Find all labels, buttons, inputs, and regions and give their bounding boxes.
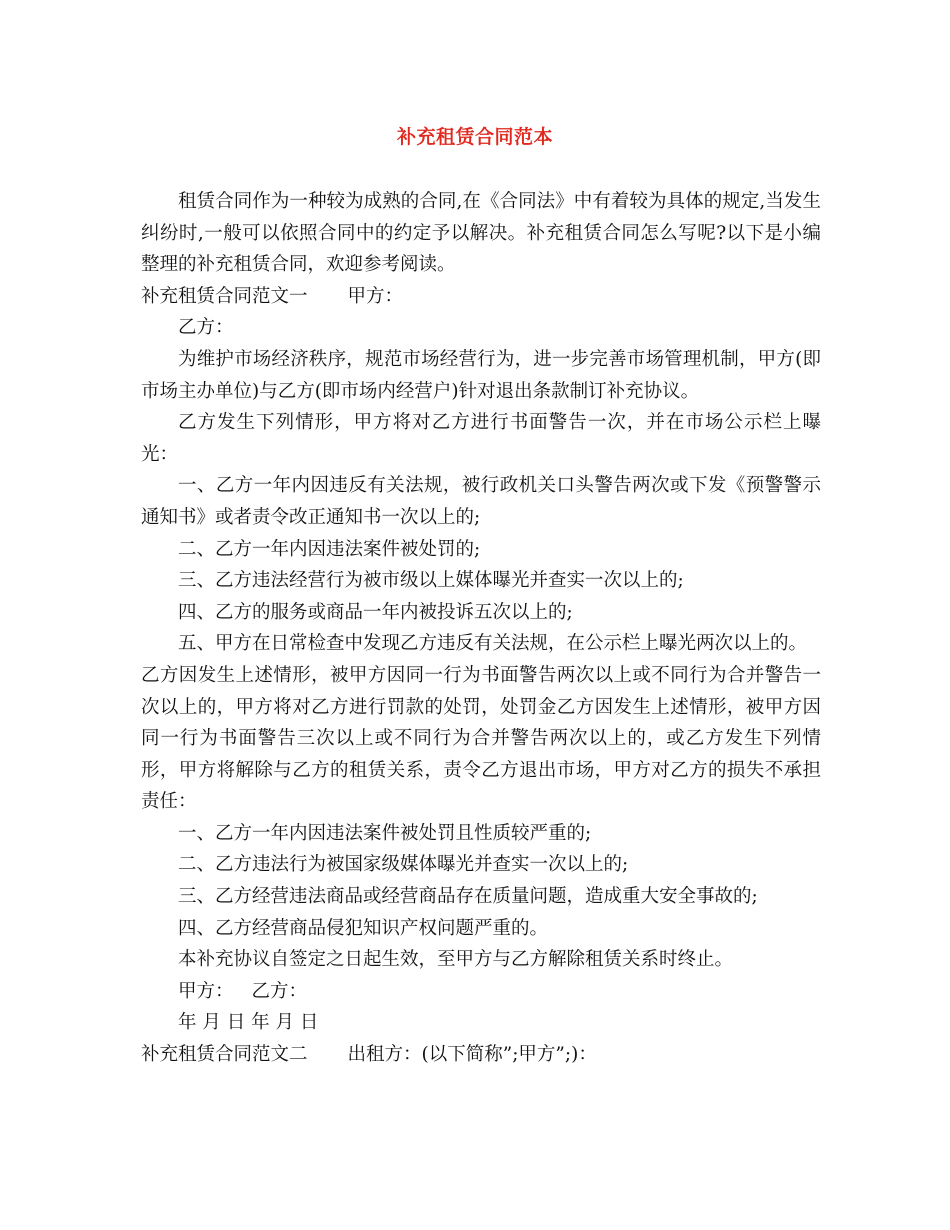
purpose-paragraph: 为维护市场经济秩序，规范市场经营行为，进一步完善市场管理机制，甲方(即市场主办单位)与乙方(即市场内经营户)针对退出条款制订补充协议。 [141, 348, 821, 402]
sample1-heading-line [141, 281, 821, 313]
sample2-heading-line [141, 1039, 821, 1071]
lessor-label: 出租方：(以下简称”;甲方”;)： [347, 1044, 597, 1066]
termination-item: 三、乙方经营违法商品或经营商品存在质量问题，造成重大安全事故的; [178, 886, 758, 908]
warning-item: 五、甲方在日常检查中发现乙方违反有关法规，在公示栏上曝光两次以上的。 [178, 633, 808, 655]
warning-intro: 乙方发生下列情形，甲方将对乙方进行书面警告一次，并在市场公示栏上曝光： [141, 412, 821, 465]
document-title: 补充租赁合同范本 [396, 126, 553, 148]
penalty-paragraph: 乙方因发生上述情形，被甲方因同一行为书面警告两次以上或不同行为合并警告一次以上的，甲方将对乙方进行罚款的处罚，处罚金乙方因发生上述情形，被甲方因同一行为书面警告三次以上或不同行为合并警告两次以上的，或乙方发生下列情形，甲方将解除与乙方的租赁关系，责令乙方退出市场，甲方对乙方的损失不承担责任： [141, 664, 821, 813]
warning-item: 三、乙方违法经营行为被市级以上媒体曝光并查实一次以上的; [178, 570, 684, 592]
party-a-label: 甲方： [347, 285, 404, 307]
sample2-heading: 补充租赁合同范文二 [141, 1044, 308, 1066]
sample1-heading: 补充租赁合同范文一 [141, 285, 308, 307]
termination-item: 二、乙方违法行为被国家级媒体曝光并查实一次以上的; [178, 854, 629, 876]
warning-item: 一、乙方一年内因违反有关法规，被行政机关口头警告两次或下发《预警警示通知书》或者责令改正通知书一次以上的; [141, 475, 821, 528]
intro-paragraph: 租赁合同作为一种较为成熟的合同,在《合同法》中有着较为具体的规定,当发生纠纷时,一般可以依照合同中的约定予以解决。补充租赁合同怎么写呢?以下是小编整理的补充租赁合同，欢迎参考阅读。 [141, 191, 821, 276]
sign-party-b: 乙方： [251, 980, 308, 1002]
signature-line [141, 976, 821, 1008]
sign-party-a: 甲方： [178, 980, 234, 1002]
termination-item: 四、乙方经营商品侵犯知识产权问题严重的。 [178, 917, 549, 939]
termination-item: 一、乙方一年内因违法案件被处罚且性质较严重的; [178, 822, 592, 844]
warning-item: 二、乙方一年内因违法案件被处罚的; [178, 538, 481, 560]
document-body [141, 186, 821, 1071]
warning-item: 四、乙方的服务或商品一年内被投诉五次以上的; [178, 601, 573, 623]
party-b-label: 乙方： [178, 317, 234, 339]
effective-clause: 本补充协议自签定之日起生效，至甲方与乙方解除租赁关系时终止。 [178, 949, 734, 971]
date-line: 年 月 日 年 月 日 [178, 1012, 319, 1034]
